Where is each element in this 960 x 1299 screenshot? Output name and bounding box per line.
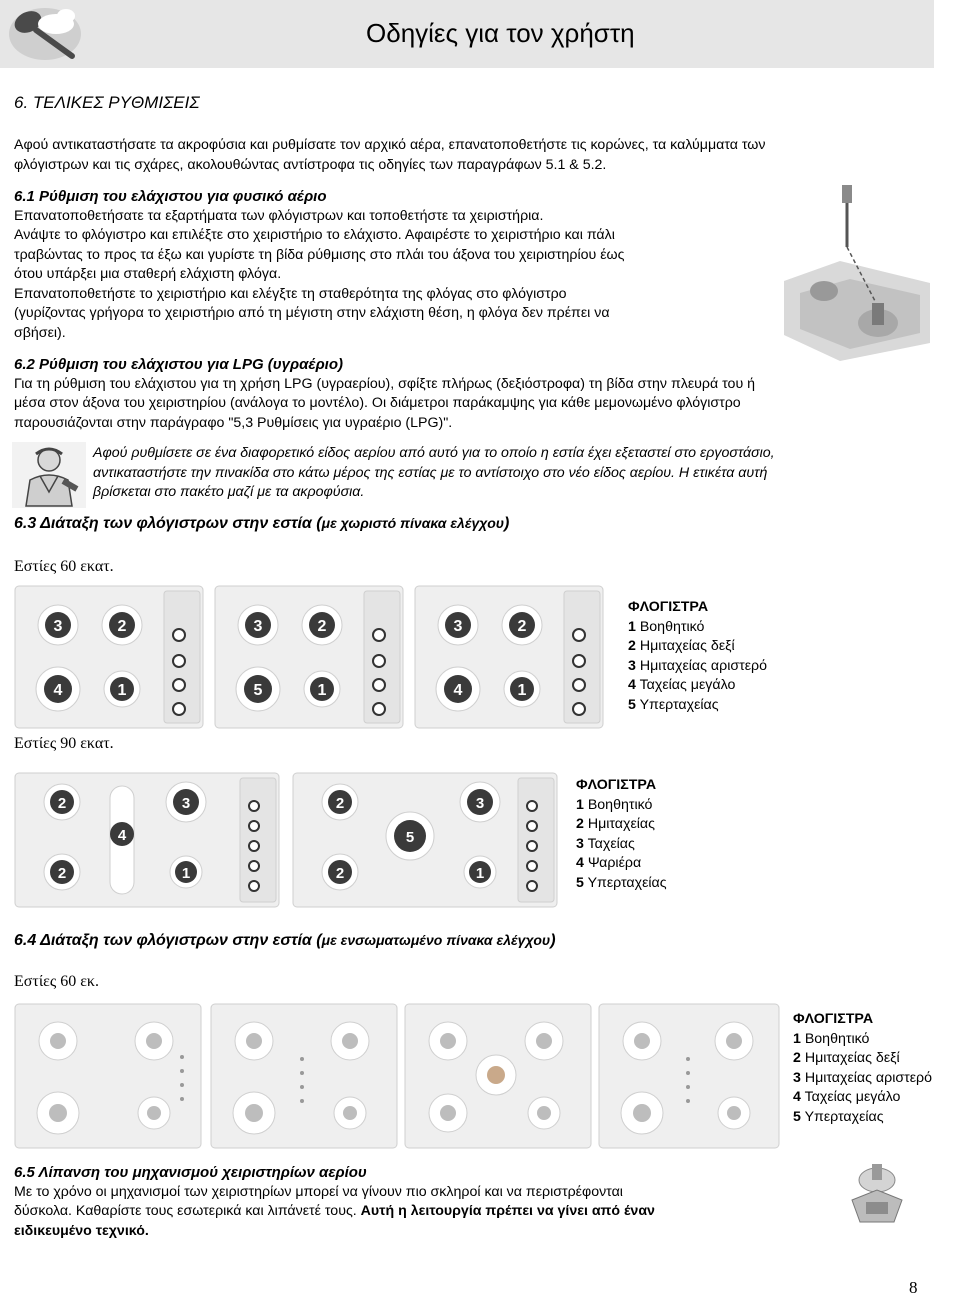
- technician-icon: [12, 442, 86, 508]
- s61-line-4: ότου υπάρξει μια σταθερή ελάχιστη φλόγα.: [14, 266, 282, 282]
- burner-label: 2: [57, 865, 67, 882]
- knob-mechanism-illustration: [844, 1160, 910, 1230]
- burner-label: 2: [117, 618, 127, 635]
- legend-item: 4 Ταχείας μεγάλο: [628, 677, 736, 694]
- s62-line-2: μέσα στον άξονα του χειριστηρίου (ανάλογα το μοντέλο). Οι διάμετροι παράκαμψης για κάθε μεμονωμένο φλόγιστρο: [14, 395, 741, 411]
- legend-60: [628, 598, 767, 716]
- hob-int-a: [15, 1004, 201, 1148]
- s61-line-6: (γυρίζοντας γρήγορα το χειριστήριο από τη μέγιστη στην ελάχιστη θέση, η φλόγα δεν πρέπει να: [14, 305, 610, 321]
- legend-item: 4 Ταχείας μεγάλο: [793, 1089, 901, 1106]
- hob-60-label: Εστίες 60 εκατ.: [14, 558, 114, 575]
- hob-90-label: Εστίες 90 εκατ.: [14, 735, 114, 752]
- legend-item: 1 Βοηθητικό: [628, 618, 705, 635]
- page-number: 8: [909, 1278, 918, 1297]
- note-line-1: Αφού ρυθμίσετε σε ένα διαφορετικό είδος αερίου από αυτό για το οποίο η εστία έχει εξεταστεί στο εργοστάσιο,: [93, 445, 775, 461]
- section-6-4-heading: 6.4 Διάταξη των φλόγιστρων στην εστία (με ενσωματωμένο πίνακα ελέγχου): [14, 932, 556, 949]
- burner-label: 3: [253, 618, 263, 635]
- burner-label: 4: [453, 682, 463, 699]
- legend-item: 5 Υπερταχείας: [576, 874, 667, 891]
- section-6-1-heading: 6.1 Ρύθμιση του ελάχιστου για φυσικό αέριο: [14, 188, 327, 205]
- hob-int-d: [599, 1004, 779, 1148]
- page-title: Οδηγίες για τον χρήστη: [366, 18, 635, 48]
- legend-item: 2 Ημιταχείας δεξί: [628, 638, 735, 655]
- s61-line-1: Επανατοποθετήσατε τα εξαρτήματα των φλόγιστρων και τοποθετήστε τα χειριστήρια.: [14, 207, 544, 224]
- burner-label: 5: [253, 682, 263, 699]
- legend-90: [576, 776, 667, 894]
- legend-item: 3 Ημιταχείας αριστερό: [628, 657, 767, 674]
- s62-line-1: Για τη ρύθμιση του ελάχιστου για τη χρήση LPG (υγραερίου), σφίξτε πλήρως (δεξιόστροφα) τη βίδα στην πλευρά του ή: [14, 375, 756, 392]
- legend-item: 5 Υπερταχείας: [793, 1108, 884, 1125]
- burner-label: 1: [517, 682, 527, 699]
- hob-60-integrated-diagram: [14, 1003, 780, 1151]
- burner-label: 2: [57, 795, 67, 812]
- hob-90-a: [15, 773, 279, 907]
- legend-item: 3 Ταχείας: [576, 835, 635, 852]
- burner-label: 3: [53, 618, 63, 635]
- s61-line-7: σβήσει).: [14, 324, 66, 341]
- burner-label: 2: [335, 865, 345, 882]
- legend-item: 5 Υπερταχείας: [628, 696, 719, 713]
- legend-60-title: ΦΛΟΓΙΣΤΡΑ: [628, 599, 709, 615]
- section-6-3-heading: 6.3 Διάταξη των φλόγιστρων στην εστία (με χωριστό πίνακα ελέγχου): [14, 515, 510, 532]
- legend-item: 3 Ημιταχείας αριστερό: [793, 1069, 932, 1086]
- burner-label: 3: [181, 795, 191, 812]
- hob-60-integrated-label: Εστίες 60 εκ.: [14, 973, 99, 990]
- note-line-3: βρίσκεται στο πακέτο μαζί με τα ακροφύσια.: [93, 484, 365, 500]
- s61-line-3: τραβώντας το προς τα έξω και γυρίστε τη βίδα ρύθμισης στο πλάι του άξονα του χειριστηρίου έως: [14, 246, 625, 263]
- burner-label: 1: [475, 865, 485, 882]
- minimum-adjustment-illustration: [780, 183, 940, 363]
- burner-label: 2: [335, 795, 345, 812]
- legend-int-title: ΦΛΟΓΙΣΤΡΑ: [793, 1011, 874, 1027]
- burner-label: 3: [475, 795, 485, 812]
- hob-int-c: [405, 1004, 591, 1148]
- hob-60-a: [15, 586, 203, 728]
- legend-item: 2 Ημιταχείας: [576, 816, 655, 833]
- burner-label: 5: [405, 829, 415, 846]
- burner-label: 1: [117, 682, 127, 699]
- burner-label: 4: [53, 682, 63, 699]
- chef-logo-icon: [0, 0, 90, 68]
- hob-int-b: [211, 1004, 397, 1148]
- legend-item: 2 Ημιταχείας δεξί: [793, 1050, 900, 1067]
- hob-60-c: [415, 586, 603, 728]
- s65-line-2: δύσκολα. Καθαρίστε τους εσωτερικά και λιπάνετέ τους. Αυτή η λειτουργία πρέπει να γίνει από έναν: [14, 1203, 655, 1219]
- burner-label: 4: [117, 827, 127, 844]
- legend-90-title: ΦΛΟΓΙΣΤΡΑ: [576, 777, 657, 793]
- hob-90-diagram: [14, 772, 558, 910]
- intro-line-2: φλόγιστρων και τις σχάρες, ακολουθώντας αντίστροφα τις οδηγίες των παραγράφων 5.1 & 5.2.: [14, 156, 607, 173]
- section-6-5-heading: 6.5 Λίπανση του μηχανισμού χειριστηρίων αερίου: [14, 1164, 367, 1181]
- burner-label: 1: [317, 682, 327, 699]
- note-line-2: αντικαταστήστε την πινακίδα στο κάτω μέρος της εστίας με το αντίστοιχο στο νέο είδος αερίου. Η ετικέτα αυτή: [93, 464, 768, 481]
- intro-line-1: Αφού αντικαταστήσατε τα ακροφύσια και ρυθμίσατε τον αρχικό αέρα, επανατοποθετήστε τις κορώνες, τα καλύμματα των: [14, 137, 766, 153]
- burner-label: 2: [517, 618, 527, 635]
- burner-label: 2: [317, 618, 327, 635]
- burner-label: 3: [453, 618, 463, 635]
- s62-line-3: παρουσιάζονται στην παράγραφο "5,3 Ρυθμίσεις για υγραέριο (LPG)".: [14, 414, 453, 431]
- hob-90-b: [293, 773, 557, 907]
- legend-60-integrated: [793, 1010, 932, 1128]
- hob-60-b: [215, 586, 403, 728]
- legend-item: 1 Βοηθητικό: [576, 796, 653, 813]
- s61-line-5: Επανατοποθετήστε το χειριστήριο και ελέγξτε τη σταθερότητα της φλόγας στο φλόγιστρο: [14, 285, 567, 302]
- hob-60-diagram: [14, 585, 608, 733]
- section-6-title: 6. ΤΕΛΙΚΕΣ ΡΥΘΜΙΣΕΙΣ: [14, 93, 200, 112]
- s65-line-1: Με το χρόνο οι μηχανισμοί των χειριστηρίων μπορεί να γίνουν πιο σκληροί και να περιστρέφονται: [14, 1183, 623, 1200]
- s65-line-3: ειδικευμένο τεχνικό.: [14, 1222, 149, 1239]
- burner-label: 1: [181, 865, 191, 882]
- section-6-2-heading: 6.2 Ρύθμιση του ελάχιστου για LPG (υγραέριο): [14, 356, 343, 373]
- legend-item: 1 Βοηθητικό: [793, 1030, 870, 1047]
- s61-line-2: Ανάψτε το φλόγιστρο και επιλέξτε στο χειριστήριο το ελάχιστο. Αφαιρέστε το χειριστήριο και πάλι: [14, 227, 615, 243]
- legend-item: 4 Ψαριέρα: [576, 855, 642, 872]
